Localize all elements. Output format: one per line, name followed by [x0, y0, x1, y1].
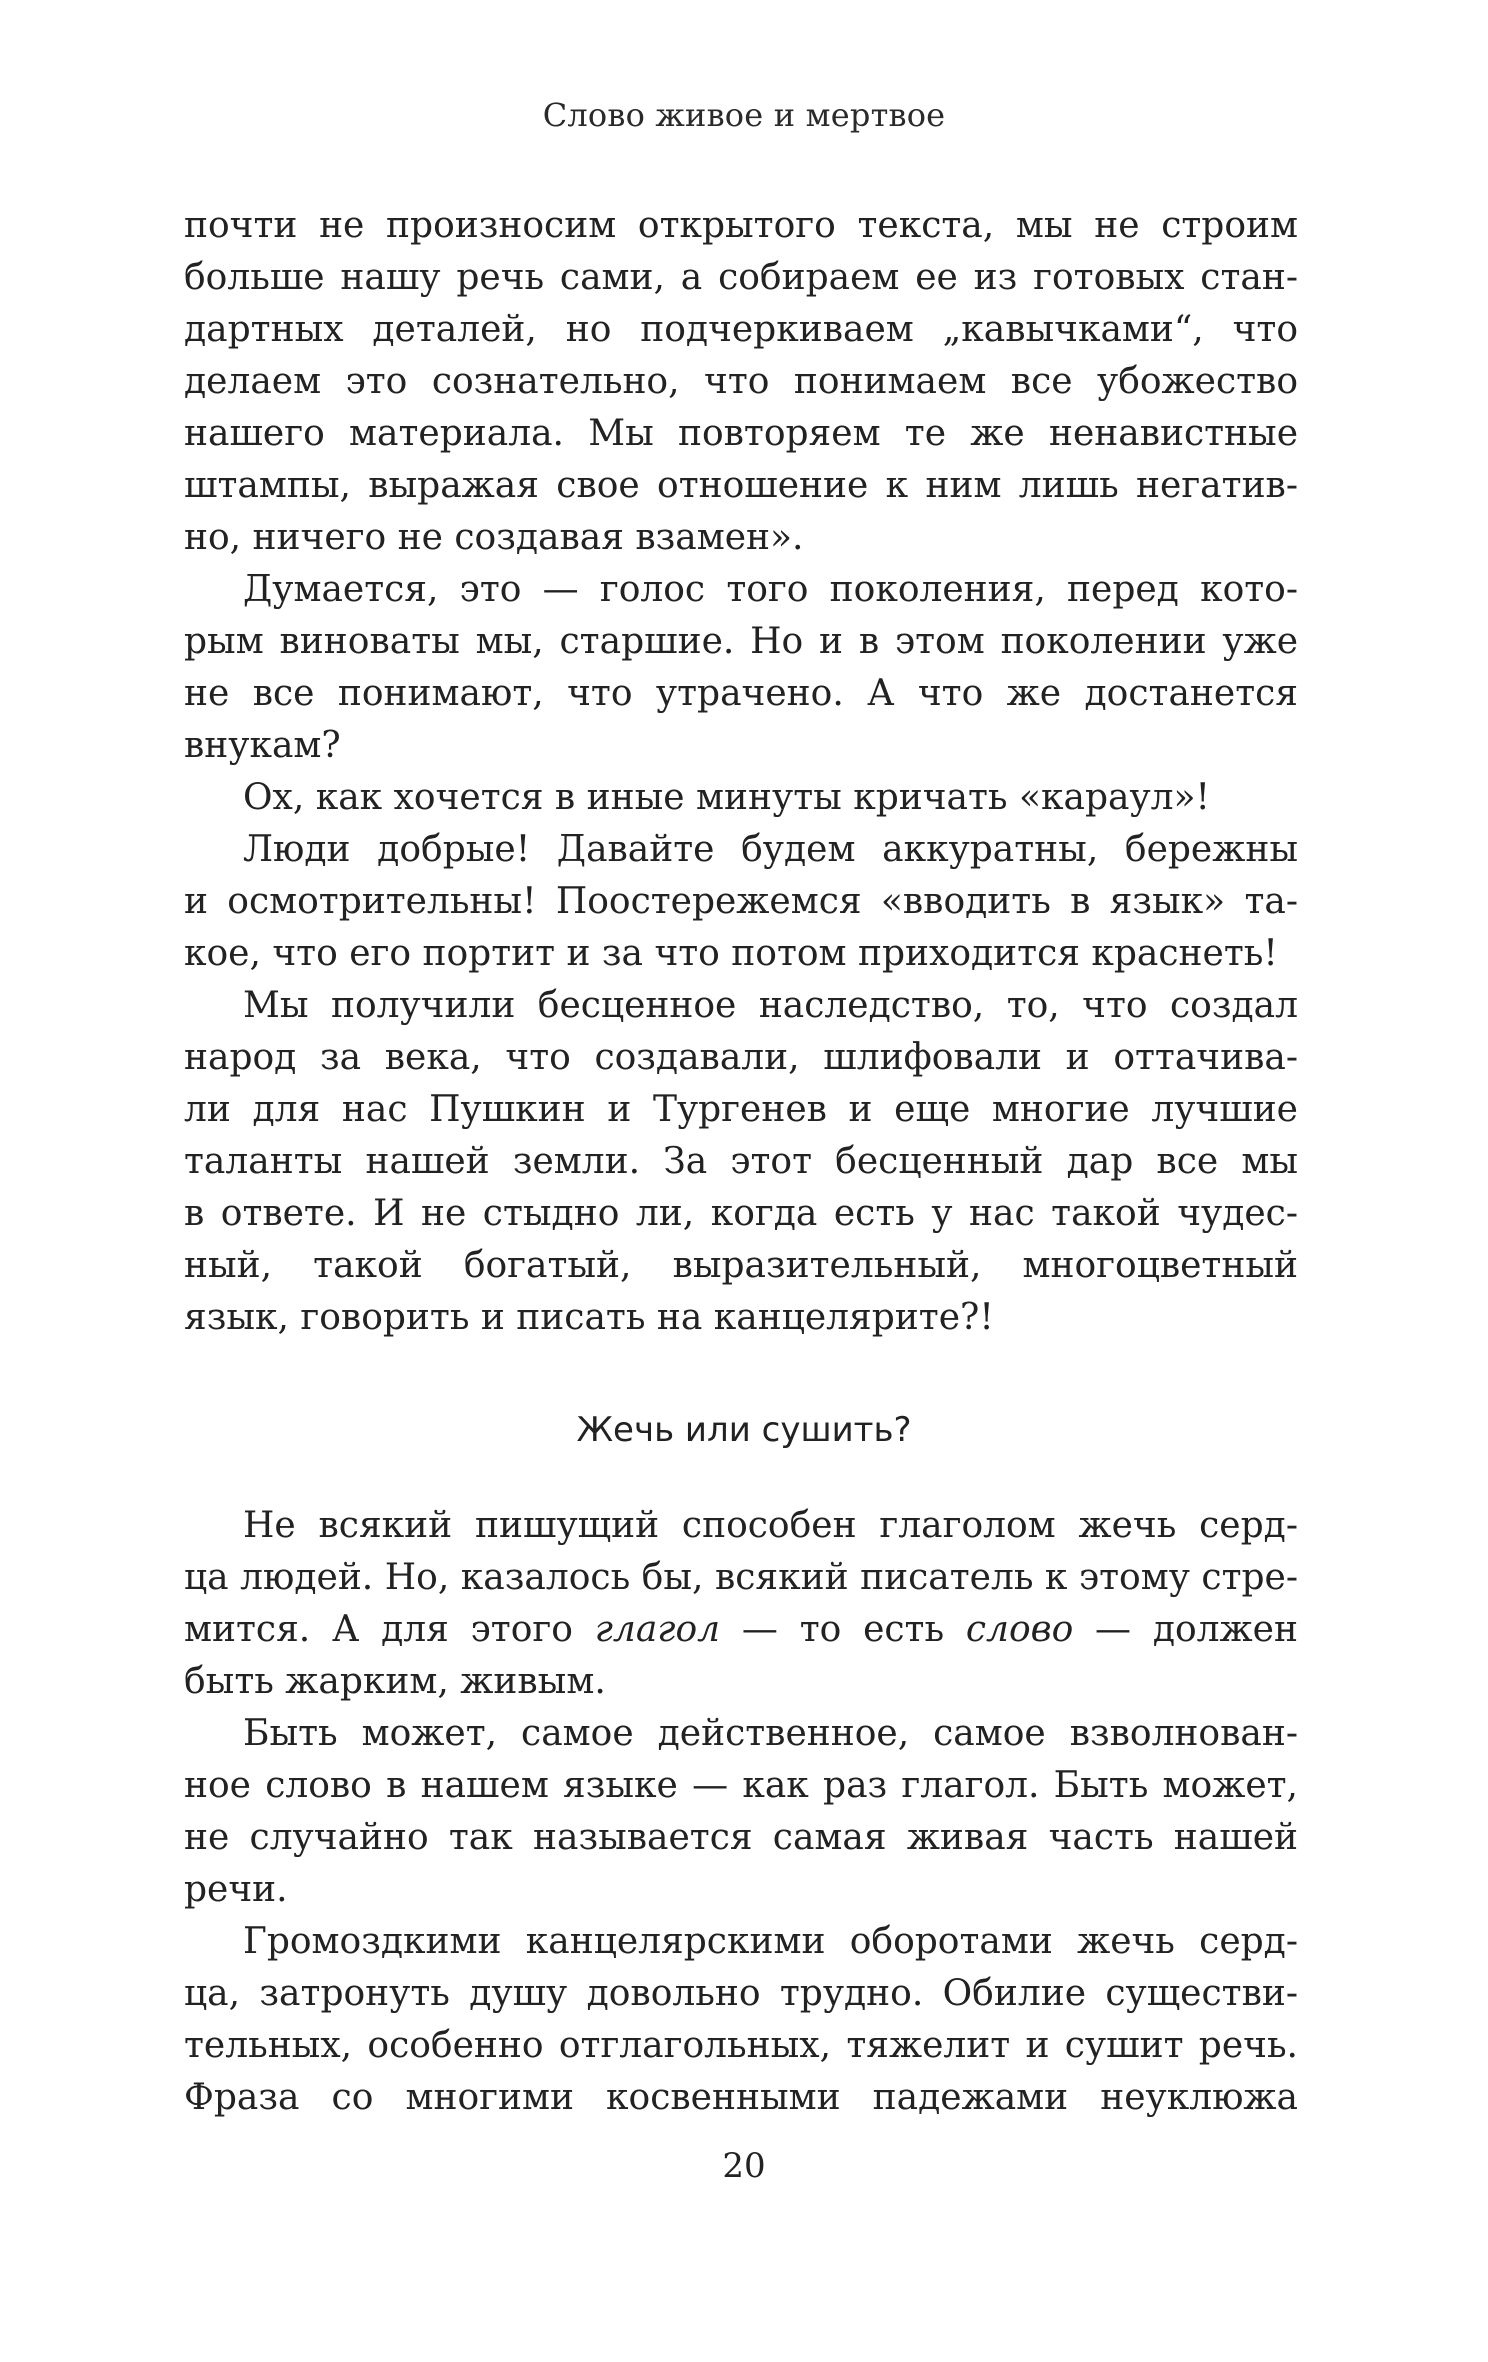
text-line: Быть может, самое действенное, самое взволнован- [243, 1713, 1298, 1754]
text-line: ное слово в нашем языке — как раз глагол. Быть может, [184, 1765, 1298, 1806]
text-fragment: — то есть [720, 1609, 966, 1650]
text-line: и осмотрительны! Поостережемся «вводить в язык» та- [184, 881, 1298, 922]
running-head: Слово живое и мертвое [542, 96, 946, 134]
text-line: Не всякий пишущий способен глаголом жечь серд- [243, 1505, 1298, 1546]
text-line: больше нашу речь сами, а собираем ее из готовых стан- [184, 257, 1298, 298]
page-number: 20 [722, 2146, 766, 2186]
text-line: язык, говорить и писать на канцелярите?! [184, 1297, 994, 1338]
text-line: народ за века, что создавали, шлифовали и оттачива- [184, 1037, 1298, 1078]
paragraph [184, 1708, 1298, 1916]
text-line: ца людей. Но, казалось бы, всякий писатель к этому стре- [184, 1557, 1298, 1598]
text-line: рым виноваты мы, старшие. Но и в этом поколении уже [184, 621, 1298, 662]
text-line: ный, такой богатый, выразительный, многоцветный [184, 1245, 1298, 1286]
paragraph [184, 1500, 1298, 1708]
text-line: Люди добрые! Давайте будем аккуратны, бережны [243, 829, 1298, 870]
text-line [184, 1604, 1298, 1656]
text-line: таланты нашей земли. За этот бесценный дар все мы [184, 1141, 1298, 1182]
text-line: внукам? [184, 725, 341, 766]
italic-word: слово [965, 1609, 1074, 1650]
text-line: быть жарким, живым. [184, 1661, 606, 1702]
text-line: но, ничего не создавая взамен». [184, 517, 804, 558]
paragraph [184, 564, 1298, 772]
paragraph [184, 1916, 1298, 2124]
text-line: речи. [184, 1869, 288, 1910]
text-fragment: — должен [1073, 1609, 1298, 1650]
paragraph [184, 824, 1298, 980]
text-line: почти не произносим открытого текста, мы не строим [184, 205, 1298, 246]
text-line: Фраза со многими косвенными падежами неуклюжа [184, 2077, 1298, 2118]
paragraph [184, 200, 1298, 564]
text-line: нашего материала. Мы повторяем те же ненавистные [184, 413, 1298, 454]
text-line: Громоздкими канцелярскими оборотами жечь серд- [243, 1921, 1298, 1962]
text-line: Ох, как хочется в иные минуты кричать «караул»! [243, 777, 1211, 818]
paragraph [184, 980, 1298, 1344]
text-line: не случайно так называется самая живая часть нашей [184, 1817, 1298, 1858]
text-block-top [184, 200, 1298, 1344]
text-line: в ответе. И не стыдно ли, когда есть у нас такой чудес- [184, 1193, 1298, 1234]
text-line: кое, что его портит и за что потом приходится краснеть! [184, 933, 1278, 974]
text-line: Мы получили бесценное наследство, то, что создал [243, 985, 1298, 1026]
text-block-bottom [184, 1500, 1298, 2124]
text-line: штампы, выражая свое отношение к ним лишь негатив- [184, 465, 1298, 506]
text-line: тельных, особенно отглагольных, тяжелит и сушит речь. [184, 2025, 1298, 2066]
section-title: Жечь или сушить? [576, 1410, 912, 1450]
paragraph [184, 772, 1298, 824]
text-line: ли для нас Пушкин и Тургенев и еще многие лучшие [184, 1089, 1298, 1130]
italic-word: глагол [594, 1609, 721, 1650]
text-fragment: мится. А для этого [184, 1609, 595, 1650]
text-line: дартных деталей, но подчеркиваем „кавычками“, что [184, 309, 1298, 350]
text-line: ца, затронуть душу довольно трудно. Обилие существи- [184, 1973, 1298, 2014]
text-line: делаем это сознательно, что понимаем все убожество [184, 361, 1298, 402]
text-line: не все понимают, что утрачено. А что же достанется [184, 673, 1298, 714]
text-line: Думается, это — голос того поколения, перед кото- [243, 569, 1298, 610]
